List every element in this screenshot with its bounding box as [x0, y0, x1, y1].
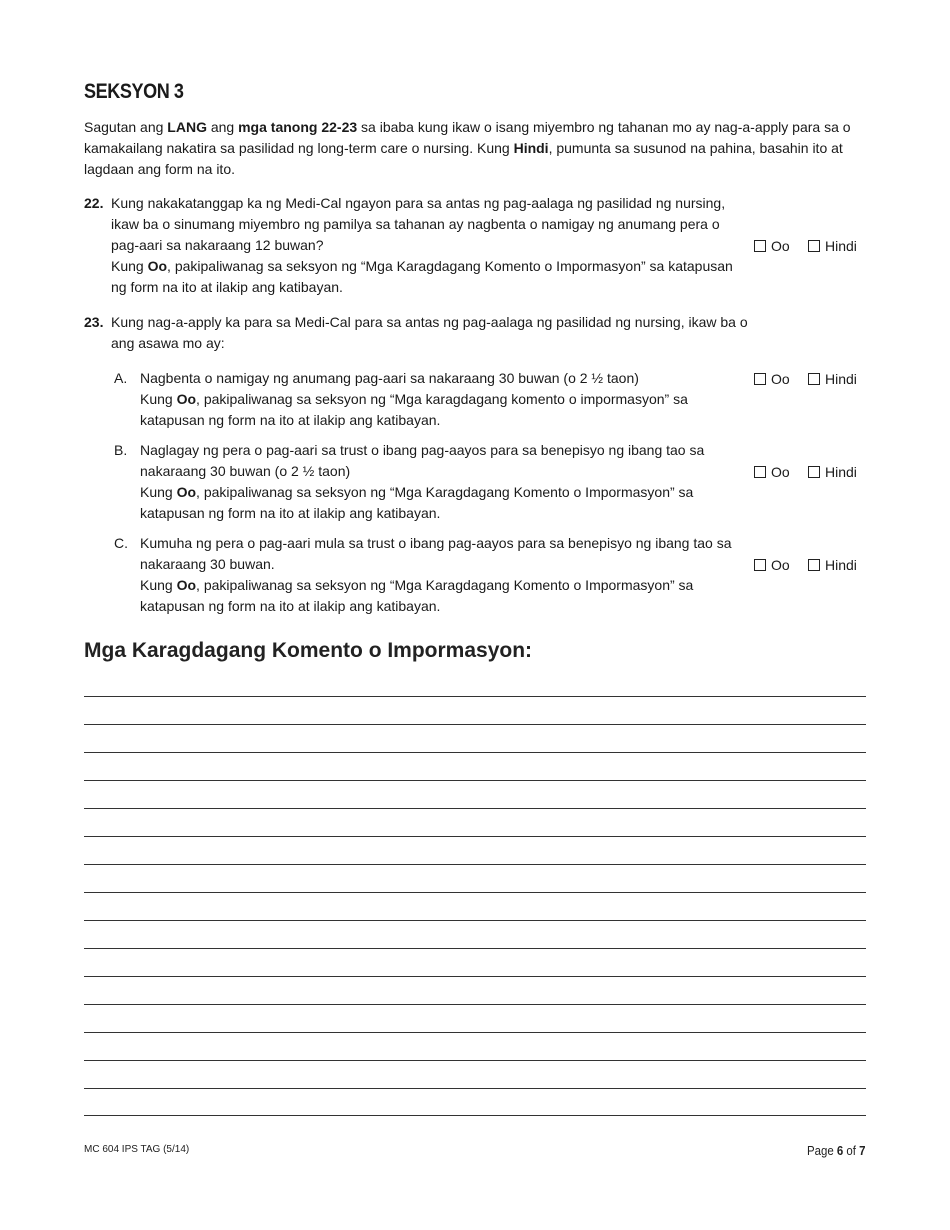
- item-text: Kumuha ng pera o pag-aari mula sa trust o ibang pag-aayos para sa benepisyo ng ibang tao sa nakaraang 30 buwan. Kung Oo, pakipaliwanag sa seksyon ng “Mga Karagdagang Komento o Impormasyon” sa katapusan ng form na ito at ilakip ang katibayan.: [140, 535, 732, 614]
- question-number: 22.: [84, 195, 104, 211]
- option-oo[interactable]: Oo: [754, 555, 790, 575]
- answer-group-23b: [754, 462, 866, 482]
- item-letter: B.: [114, 442, 128, 458]
- question-22: [84, 193, 866, 299]
- answer-group-22: [754, 236, 866, 256]
- section-intro: Sagutan ang LANG ang mga tanong 22-23 sa ibaba kung ikaw o isang miyembro ng tahanan mo ay nag-a-apply para sa o kamakailang nakatira sa pasilidad ng long-term care o nursing. Kung Hindi, pumunta sa susunod na pahina, basahin ito at lagdaan ang form na ito.: [84, 119, 851, 177]
- question-23a: [114, 368, 866, 431]
- page-number: Page 6 of 7: [807, 1143, 866, 1158]
- question-text: Kung nakakatanggap ka ng Medi-Cal ngayon para sa antas ng pag-aalaga ng pasilidad ng nursing, ikaw ba o sinumang miyembro ng pamilya sa tahanan ay nagbenta o namigay ng anumang pera o pag-aari sa nakaraang 12 buwan? Kung Oo, pakipaliwanag sa seksyon ng “Mga Karagdagang Komento o Impormasyon” sa katapusan ng form na ito at ilakip ang katibayan.: [111, 195, 733, 295]
- answer-group-23c: [754, 555, 866, 575]
- checkbox[interactable]: [808, 240, 820, 252]
- form-id: MC 604 IPS TAG (5/14): [84, 1144, 190, 1155]
- option-hindi[interactable]: Hindi: [808, 369, 857, 389]
- comment-line[interactable]: [84, 892, 866, 893]
- comment-line[interactable]: [84, 1088, 866, 1089]
- option-hindi[interactable]: Hindi: [808, 555, 857, 575]
- comment-line[interactable]: [84, 780, 866, 781]
- form-page: [84, 0, 866, 1230]
- question-23: [84, 312, 866, 354]
- checkbox[interactable]: [754, 466, 766, 478]
- option-oo[interactable]: Oo: [754, 462, 790, 482]
- item-text: Naglagay ng pera o pag-aari sa trust o ibang pag-aayos para sa benepisyo ng ibang tao sa nakaraang 30 buwan (o 2 ½ taon) Kung Oo, pakipaliwanag sa seksyon ng “Mga Karagdagang Komento o Impormasyon” sa katapusan ng form na ito at ilakip ang katibayan.: [140, 442, 705, 521]
- question-text: Kung nag-a-apply ka para sa Medi-Cal para sa antas ng pag-aalaga ng pasilidad ng nursing, ikaw ba o ang asawa mo ay:: [111, 314, 748, 351]
- item-letter: C.: [114, 535, 128, 551]
- answer-group-23a: [754, 369, 866, 389]
- comment-line[interactable]: [84, 976, 866, 977]
- comment-line[interactable]: [84, 920, 866, 921]
- comment-line[interactable]: [84, 1032, 866, 1033]
- comments-heading: Mga Karagdagang Komento o Impormasyon:: [84, 639, 533, 662]
- comment-line[interactable]: [84, 948, 866, 949]
- option-oo[interactable]: Oo: [754, 369, 790, 389]
- comment-line[interactable]: [84, 864, 866, 865]
- question-23b: [114, 440, 866, 524]
- checkbox[interactable]: [808, 373, 820, 385]
- comment-line[interactable]: [84, 1060, 866, 1061]
- comment-line[interactable]: [84, 724, 866, 725]
- checkbox[interactable]: [808, 559, 820, 571]
- comment-line[interactable]: [84, 696, 866, 697]
- option-oo[interactable]: Oo: [754, 236, 790, 256]
- section-title: SEKSYON 3: [84, 80, 184, 103]
- checkbox[interactable]: [808, 466, 820, 478]
- comment-line[interactable]: [84, 1115, 866, 1116]
- question-number: 23.: [84, 314, 104, 330]
- option-hindi[interactable]: Hindi: [808, 236, 857, 256]
- comment-line[interactable]: [84, 1004, 866, 1005]
- comment-line[interactable]: [84, 836, 866, 837]
- item-text: Nagbenta o namigay ng anumang pag-aari sa nakaraang 30 buwan (o 2 ½ taon) Kung Oo, pakipaliwanag sa seksyon ng “Mga karagdagang komento o impormasyon” sa katapusan ng form na ito at ilakip ang katibayan.: [140, 370, 688, 428]
- comment-line[interactable]: [84, 752, 866, 753]
- checkbox[interactable]: [754, 373, 766, 385]
- checkbox[interactable]: [754, 559, 766, 571]
- option-hindi[interactable]: Hindi: [808, 462, 857, 482]
- comment-line[interactable]: [84, 808, 866, 809]
- item-letter: A.: [114, 370, 128, 386]
- question-23c: [114, 533, 866, 617]
- checkbox[interactable]: [754, 240, 766, 252]
